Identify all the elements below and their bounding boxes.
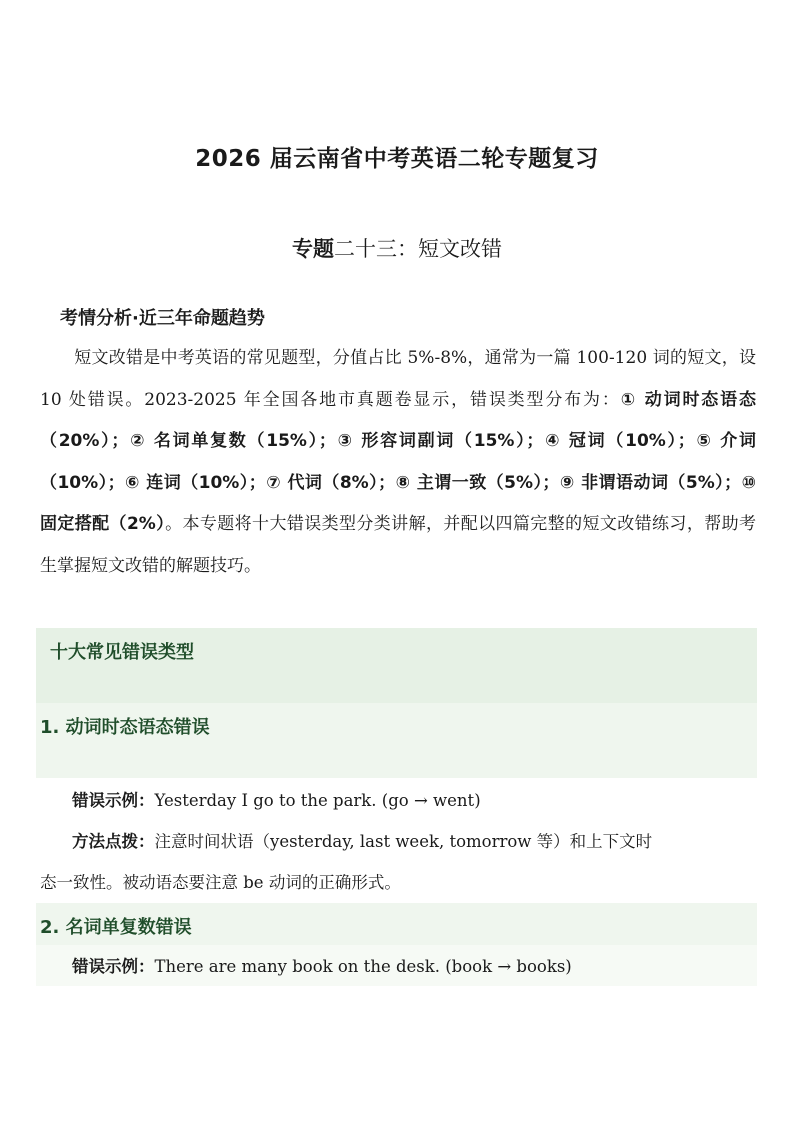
item2-title: 2. 名词单复数错误 bbox=[40, 917, 192, 938]
document-title: 2026 届云南省中考英语二轮专题复习 bbox=[195, 146, 599, 172]
band-title: 十大常见错误类型 bbox=[50, 642, 194, 663]
item1-method-label: 方法点拨： bbox=[72, 832, 155, 851]
item1-example-label: 错误示例： bbox=[72, 791, 155, 810]
item1-method bbox=[72, 821, 756, 863]
item1-example bbox=[72, 780, 756, 822]
intro-error-types: ① 动词时态语态（20%）；② 名词单复数（15%）；③ 形容词副词（15%）；④ 冠词（10%）；⑤ 介词（10%）；⑥ 连词（10%）；⑦ 代词（8%）；⑧ 主谓一致（5%）；⑨ 非谓语动词（5%）；⑩ 固定搭配（2%） bbox=[40, 389, 756, 534]
item2-example-text: There are many book on the desk. (book → books) bbox=[154, 957, 572, 976]
intro-part1: 短文改错是中考英语的常见题型，分值占比 5%-8%，通常为一篇 100-120 词的短文，设 10 处错误。2023-2025 年全国各地市真题卷显示，错误类型分布为： bbox=[40, 348, 756, 410]
item2-example-label: 错误示例： bbox=[72, 957, 155, 976]
document-subtitle bbox=[0, 233, 794, 263]
section-heading: 考情分析·近三年命题趋势 bbox=[60, 308, 265, 329]
item2-example bbox=[72, 946, 756, 988]
item1-method-cont: 态一致性。被动语态要注意 be 动词的正确形式。 bbox=[40, 873, 401, 892]
item1-example-text: Yesterday I go to the park. (go → went) bbox=[154, 791, 481, 810]
intro-paragraph bbox=[40, 338, 756, 587]
item1-title: 1. 动词时态语态错误 bbox=[40, 717, 210, 738]
subtitle-bold: 专题 bbox=[292, 237, 334, 261]
item1-method-text-a: 注意时间状语（yesterday, last week, tomorrow 等）和上下文时 bbox=[154, 832, 653, 851]
intro-part2: 。本专题将十大错误类型分类讲解，并配以四篇完整的短文改错练习，帮助考生掌握短文改错的解题技巧。 bbox=[40, 514, 756, 576]
subtitle-rest: 二十三：短文改错 bbox=[334, 237, 502, 261]
